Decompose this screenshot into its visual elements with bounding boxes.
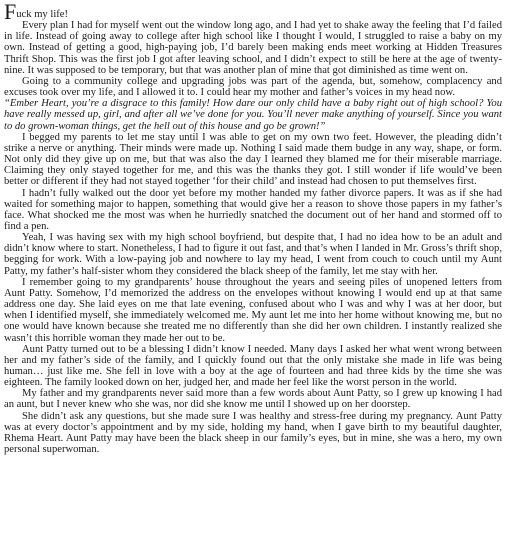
paragraph-10: She didn’t ask any questions, but she made sure I was healthy and stress-free during my pregnancy. Aunt Patty was at every doctor’s appointment and by my side, holding my hand, when I gave birth to my beautiful daughter, Rhema Heart. Aunt Patty may have been the black sheep in our family’s eyes, but in mine, she was a hero, my own personal superwoman. — [4, 410, 502, 456]
paragraph-2: Going to a community college and upgrading jobs was part of the agenda, but, somehow, complacency and excuses took over my life, and I allowed it to. I could hear my mother and father’s voices in my head now. — [4, 75, 502, 99]
drop-cap: F — [4, 0, 17, 24]
opening-line — [4, 0, 502, 24]
paragraph-5: I hadn’t fully walked out the door yet before my mother handed my father divorce papers. It was as if she had waited for something major to happen, something that would give her a reason to shove those papers in my father’s face. What shocked me the most was when he hurriedly snatched the document out of her hand and stormed off to find a pen. — [4, 187, 502, 232]
paragraph-6: Yeah, I was having sex with my high school boyfriend, but despite that, I had no idea how to be an adult and didn’t know where to start. Nonetheless, I had to figure it out fast, and that’s when I landed in Mr. Gross’s thrift shop, begging for work. With a low-paying job and nowhere to lay my head, I went from couch to couch until my Aunt Patty, my father’s half-sister whom they considered the black sheep of the family, let me stay with her. — [4, 232, 502, 277]
paragraph-quote: “Ember Heart, you’re a disgrace to this family! How dare our only child have a baby right out of high school? You have really messed up, girl, and after all we’ve done for you. You’ll never make anything of yourself. Since you want to do grown-woman things, get the hell out of this house and go be grown!” — [4, 98, 502, 132]
paragraph-4: I begged my parents to let me stay until I was able to get on my own two feet. However, the pleading didn’t strike a nerve or anything. Their minds were made up. Nothing I said made them budge in any way, shape, or form. Not only did they give up on me, but that was also the day I learned they blamed me for their miserable marriage. Claiming they only stayed together for me, and this was the thanks they got. I still wonder if life would’ve been better or different if they had not stayed together ‘for their child’ and instead had chosen to put themselves first. — [4, 131, 502, 188]
opening-text: uck my life! — [16, 9, 69, 20]
paragraph-8: Aunt Patty turned out to be a blessing I didn’t know I needed. Many days I asked her what went wrong between her and my father’s side of the family, and I quickly found out that the only mistake she made in life was being human… just like me. She fell in love with a boy at the age of fourteen and had three kids by the time she was eighteen. The family looked down on her, judged her, and made her feel like the worst person in the world. — [4, 343, 502, 389]
paragraph-7: I remember going to my grandparents’ house throughout the years and seeing piles of unopened letters from Aunt Patty. Somehow, I’d memorized the address on the envelopes without knowing I would end up at that same address one day. She laid eyes on me that late evening, confused about who I was and why I was at her door, but when I identified myself, she immediately welcomed me. My aunt let me into her home without knowing me, but no one would have known because she treated me no differently than she did her own children. I instantly realized she wasn’t this horrible woman they made her out to be. — [4, 276, 502, 344]
paragraph-9: My father and my grandparents never said more than a few words about Aunt Patty, so I grew up knowing I had an aunt, but I never knew who she was, nor did she know me until I showed up on her doorstep. — [4, 388, 502, 411]
paragraph-1: Every plan I had for myself went out the window long ago, and I had yet to shake away the feeling that I’d failed in life. Instead of going away to college after high school like I thought I would, I struggled to raise a baby on my own. Instead of getting a good, high-paying job, I’d barely been making ends meet working at Hidden Treasures Thrift Shop. This was the first job I got after leaving school, and I didn’t expect to still be here at the age of twenty-nine. It was supposed to be temporary, but that was another plan of mine that got diminished as time went on. — [4, 20, 502, 76]
